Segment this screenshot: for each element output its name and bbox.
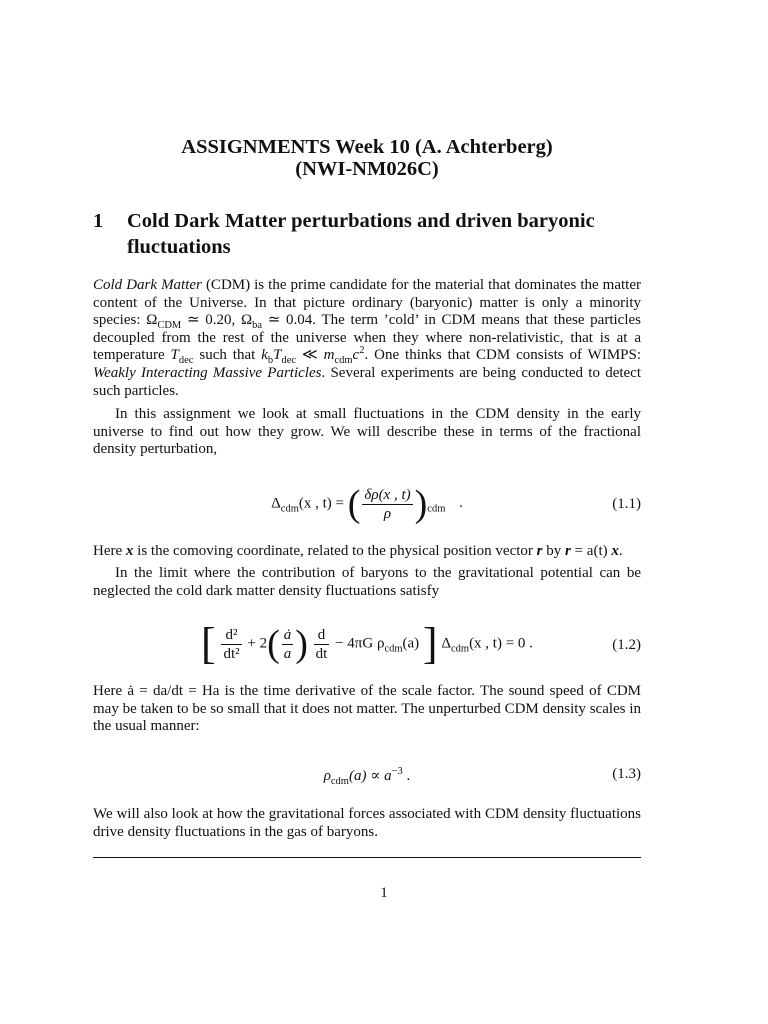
paragraph-fluctuations: In this assignment we look at small fluctuations in the CDM density in the early universe to find out how they grow. We will describe these in terms of the fractional density perturbation,	[93, 406, 641, 458]
section-heading	[93, 208, 653, 260]
document-title	[93, 136, 641, 180]
equation-1-2: [ $\frac{\text{d²}}{\text{dt²}}$ + 2( $\frac{ȧ}{a}$ ) $\frac{d}{dt}$ − 4πG $\rho_{cdm}(a)$ ] $\Delta_{cdm}(x$ , t) = 0 . (1.2)	[201, 619, 641, 668]
paragraph-intro: Cold Dark Matter (CDM) is the prime candidate for the material that dominates the matter content of the Universe. In that picture ordinary (baryonic) matter is only a minority species: $\Omega_{CDM}$ ≃ 0.20, $\Omega_{ba}$ ≃ 0.04. The term ’cold’ in CDM means that these particles decoupled from the rest of the universe when they where non-relativistic, that is at a temperature $T_{dec}$ such that $k_bT_{dec}$ ≪ $m_{cdm}c^2$. One thinks that CDM consists of WIMPS: Weakly Interacting Massive Particles. Several experiments are being conducted to detect such particles.	[93, 277, 642, 399]
equation-label-1-2: (1.2)	[612, 637, 641, 653]
equation-label-1-3: (1.3)	[612, 766, 641, 782]
paragraph-comoving: Here x is the comoving coordinate, related to the physical position vector r by r = a(t) x.	[93, 543, 623, 559]
paragraph-limit: In the limit where the contribution of baryons to the gravitational potential can be neglected the cold dark matter density fluctuations satisfy	[93, 565, 641, 599]
title-line-2: (NWI-NM026C)	[295, 158, 439, 180]
section-number: 1	[93, 210, 104, 232]
cdm-term: Cold Dark Matter	[93, 277, 202, 293]
footer-rule	[93, 857, 641, 858]
title-line-1: ASSIGNMENTS Week 10 (A. Achterberg)	[181, 136, 553, 158]
paragraph-baryons: We will also look at how the gravitational forces associated with CDM density fluctuations drive density fluctuations in the gas of baryons.	[93, 806, 641, 840]
equation-1-1: $\Delta_{cdm}(x$ , t) = ( $\frac{\delta\rho(x , t)}{\rho}$ )$_{cdm}$ . (1.1)	[271, 483, 641, 525]
wimps-term: Weakly Interacting Massive Particles	[93, 364, 322, 381]
equation-1-3: $\rho_{cdm}(a) \propto a^{-3}$ . (1.3)	[323, 766, 641, 787]
paragraph-sound-speed: Here ȧ = da/dt = Ha is the time derivative of the scale factor. The sound speed of CDM may be taken to be so small that it does not matter. The unperturbed CDM density scales in the usual manner:	[93, 683, 641, 735]
section-title: Cold Dark Matter perturbations and driven baryonic fluctuations	[127, 210, 595, 258]
page-number: 1	[380, 885, 388, 901]
equation-label-1-1: (1.1)	[612, 496, 641, 512]
